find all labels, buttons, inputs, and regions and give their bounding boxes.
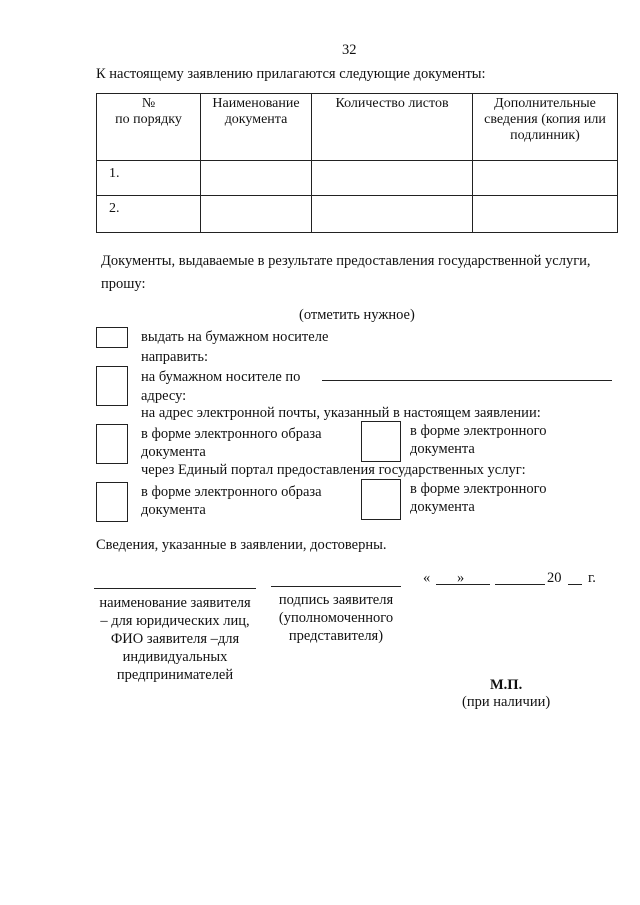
sheet-count-cell[interactable] — [312, 196, 473, 233]
option-email-image-label: в форме электронного образа — [141, 426, 322, 442]
applicant-name-line[interactable] — [94, 588, 256, 589]
option-paper-address-label: на бумажном носителе по — [141, 369, 301, 385]
applicant-name-caption: наименование заявителя – для юридических лиц, ФИО заявителя –для индивидуальных предпринимателей — [99, 595, 251, 683]
table-header-row — [97, 94, 618, 161]
sheet-count-cell[interactable] — [312, 161, 473, 196]
document-name-cell[interactable] — [201, 196, 312, 233]
checkbox-paper[interactable] — [96, 327, 128, 348]
attachments-table — [96, 93, 618, 233]
signature-caption: подпись заявителя (уполномоченного представителя) — [278, 592, 394, 644]
option-email-edoc-cont: документа — [410, 441, 475, 457]
portal-intro: через Единый портал предоставления государственных услуг: — [141, 462, 526, 478]
option-email-edoc-label: в форме электронного — [410, 423, 547, 439]
address-field-line[interactable] — [322, 380, 612, 381]
checkbox-email-image[interactable] — [96, 424, 128, 464]
checkbox-portal-edoc[interactable] — [361, 479, 401, 520]
date-year-suffix: г. — [588, 570, 596, 586]
row-number-cell: 1. — [97, 161, 201, 196]
option-portal-image-cont: документа — [141, 502, 206, 518]
row-number-cell: 2. — [97, 196, 201, 233]
checkbox-email-edoc[interactable] — [361, 421, 401, 462]
extra-info-cell[interactable] — [473, 161, 618, 196]
confirm-statement: Сведения, указанные в заявлении, достоверны. — [96, 537, 387, 553]
col-header-name: Наименование документа — [201, 94, 312, 161]
checkbox-portal-image[interactable] — [96, 482, 128, 522]
signature-line[interactable] — [271, 586, 401, 587]
date-quote-close: » — [457, 570, 465, 586]
col-header-extra: Дополнительные сведения (копия или подлинник) — [473, 94, 618, 161]
page-number: 32 — [342, 42, 357, 58]
option-paper-address-cont: адресу: — [141, 388, 187, 404]
seal-label: М.П. — [490, 677, 523, 693]
extra-info-cell[interactable] — [473, 196, 618, 233]
date-month-line[interactable] — [495, 584, 545, 585]
mark-needed-note: (отметить нужное) — [299, 307, 415, 323]
col-header-sheets: Количество листов — [312, 94, 473, 161]
issuance-intro: Документы, выдаваемые в результате предоставления государственной услуги, — [101, 253, 591, 269]
option-paper-label: выдать на бумажном носителе — [141, 329, 329, 345]
option-portal-edoc-cont: документа — [410, 499, 475, 515]
email-intro: на адрес электронной почты, указанный в настоящем заявлении: — [141, 405, 541, 421]
issuance-intro-cont: прошу: — [101, 276, 146, 292]
checkbox-paper-address[interactable] — [96, 366, 128, 406]
seal-note: (при наличии) — [462, 694, 551, 710]
date-year-prefix: 20 — [547, 570, 562, 586]
table-row — [97, 196, 618, 233]
option-portal-image-label: в форме электронного образа — [141, 484, 322, 500]
send-label: направить: — [141, 349, 209, 365]
date-year-line[interactable] — [568, 584, 582, 585]
table-row — [97, 161, 618, 196]
attachments-intro: К настоящему заявлению прилагаются следующие документы: — [96, 66, 486, 82]
document-name-cell[interactable] — [201, 161, 312, 196]
option-email-image-cont: документа — [141, 444, 206, 460]
col-header-number: № по порядку — [97, 94, 201, 161]
date-quote-open: « — [423, 570, 431, 586]
option-portal-edoc-label: в форме электронного — [410, 481, 547, 497]
